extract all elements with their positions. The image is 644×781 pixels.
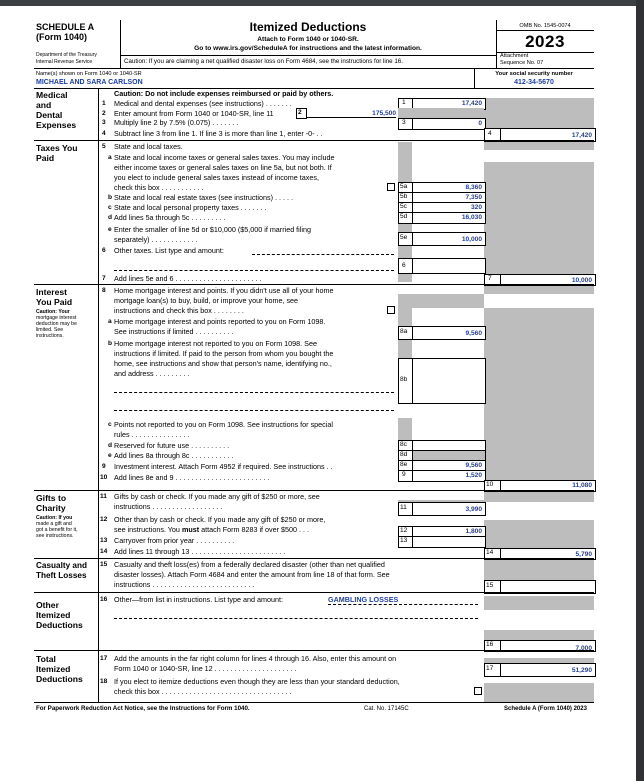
line8-text-3: instructions and check this box . . . . . . . .: [114, 306, 244, 315]
taxpayer-names[interactable]: MICHAEL AND SARA CARLSON: [36, 79, 143, 86]
line17-amount: 51,290: [571, 667, 592, 674]
line11-text-2: instructions . . . . . . . . . . . . . . . . . .: [114, 502, 223, 511]
line8a-amount: 9,560: [465, 330, 482, 337]
gifts-caution: Caution: If you made a gift and got a benefit for it, see instructions.: [36, 515, 78, 539]
footer-form-id: Schedule A (Form 1040) 2023: [504, 706, 587, 712]
line6-label: Other taxes. List type and amount:: [114, 246, 224, 255]
shade-col-b: [484, 98, 500, 150]
medical-caution: Caution: Do not include expenses reimbursed or paid by others.: [114, 89, 334, 98]
section-interest: Interest You Paid: [36, 287, 73, 307]
disaster-caution: Caution: If you are claiming a net qualified disaster loss on Form 4684, see the instructions for line 16.: [124, 58, 403, 65]
line16-amount: 7,000: [575, 645, 592, 652]
line5a-text-3: you elect to include general sales taxes instead of income taxes,: [114, 173, 319, 182]
line5a-text-4: check this box . . . . . . . . . . .: [114, 183, 204, 192]
line8-text-2: mortgage loan(s) to buy, build, or improve your home, see: [114, 296, 299, 305]
line17-text-2: Form 1040 or 1040-SR, line 12 . . . . . . . . . . . . . . . . . . . . .: [114, 664, 297, 673]
line8e-amount: 9,560: [465, 462, 482, 469]
line8a-text-1: Home mortgage interest and points reported to you on Form 1098.: [114, 317, 326, 326]
section-total: Total Itemized Deductions: [36, 654, 83, 684]
section-casualty: Casualty and Theft Losses: [36, 561, 87, 580]
window-top-bar: [0, 0, 644, 6]
goto-link[interactable]: Go to www.irs.gov/ScheduleA for instructions and the latest information.: [194, 45, 422, 52]
line6-field[interactable]: [412, 258, 486, 274]
line16-label: Other—from list in instructions. List type and amount:: [114, 595, 283, 604]
section-gifts: Gifts to Charity: [36, 493, 67, 513]
line5d-label: Add lines 5a through 5c . . . . . . . . .: [114, 213, 226, 222]
line8c-text-2: rules . . . . . . . . . . . . . . .: [114, 430, 190, 439]
line8b-text-4: and address . . . . . . . . .: [114, 369, 190, 378]
line8b-text-3: home, see instructions and show that person's name, identifying no.,: [114, 359, 332, 368]
line5-label: State and local taxes.: [114, 142, 183, 151]
tax-year: 2023: [525, 32, 565, 51]
line4-amount: 17,420: [571, 132, 592, 139]
line13-label: Carryover from prior year . . . . . . . . . .: [114, 536, 235, 545]
line5b-amount: 7,350: [465, 194, 482, 201]
line12-text-1: Other than by cash or check. If you made any gift of $250 or more,: [114, 515, 326, 524]
line18-text-1: If you elect to itemize deductions even though they are less than your standard deduction,: [114, 677, 400, 686]
irs-label: Internal Revenue Service: [36, 59, 93, 65]
line7-amount: 10,000: [571, 277, 592, 284]
line8-text-1: Home mortgage interest and points. If you didn't use all of your home: [114, 286, 334, 295]
schedule-a-form: SCHEDULE A (Form 1040) Department of the Treasury Internal Revenue Service Itemized Deductions Attach to Form 1040 or 1040-SR. Go to www.irs.gov/ScheduleA for instructions and the latest information. Caution: If you are claiming a net qualified disaster loss on Form 4684, see the instructions for line 16. OMB No. 1545-0074 2023 Attachment Sequence No. 07 Name(s) shown on Form 1040 or 1040-SR Your social security number MICHAEL AND SARA CARLSON 412-34-5670 Medical and Dental Expenses Caution: Do not include expenses reimbursed or paid by others. 1 Medical and dental expenses (see instructions) . . . . . . . 1 17,420 2 Enter amount from Form 1040 or 1040-SR, line 11 2 175,500 3 Multiply line 2 by 7.5% (0.075) . . . . . . . 3 0 4 Subtract line 3 from line 1. If line 3 is more than line 1, enter -0- . . 4 17,420 Taxes You Paid 5 State and local taxes. a State and local income taxes or general sales taxes. You may include either income taxes or general sales taxes on line 5a, but not both. If you elect to include general sales taxes instead of income taxes, check this box . . . . . . . . . . . 5a 8,360 b State and local real estate taxes (see instructions) . . . . . 5b 7,350 c State and local personal property taxes . . . . . . . 5c 320 d Add lines 5a through 5c . . . . . . . . . 5d 16,030 e Enter the smaller of line 5d or $10,000 ($5,000 if married filing separately) . . . . . . . . . . . . 5e 10,000 6 Other taxes. List type and amount: 6 7 Add lines 5e and 6 . . . . . . . . . . . . . . . . . . . . . . 7 10,000 Interest You Paid Caution: Your mortgage interest deduction may be limited. See instructions. 8 Home mortgage interest and points. If you didn't use all of your home mortgage loan(s) to buy, build, or improve your home, see instructions and check this box . . . . . . . . a Home mortgage interest and points reported to you on Form 1098. See instructions if limited . . . . . . . . . . 8a 9,560 b Home mortgage interest not reported to you on Form 1098. See instructions if limited. If paid to the person from whom you bought the home, see instructions and show that person's name, identifying no., and address . . . . . . . . . 8b c Points not reported to you on Form 1098. See instructions for special rules . . . . . . . . . . . . . . . 8c d Reserved for future use . . . . . . . . . . 8d e Add lines 8a through 8c . . . . . . . . . . . 8e 9,560 9 Investment interest. Attach Form 4952 if required. See instructions . . 9 1,520 10 Add lines 8e and 9 . . . . . . . . . . . . . . . . . . . . . . . . 10 11,080 Gifts to Charity Caution: If you made a gift and got a benefit for it, see instructions. 11 Gifts by cash or check. If you made any gift of $250 or more, see instructions . . . . . . . . . . . . . . . . . . 11 3,990 12 Other than by cash or check. If you made any gift of $250 or more, see instructions. You must attach Form 8283 if over $500 . . . 12 1,800 13 Carryover from prior year . . . . . . . . . . 13 14 Add lines 11 through 13 . . . . . . . . . . . . . . . . . . . . . . . . 14 5,790 Casualty and Theft Losses 15 Casualty and theft loss(es) from a federally declared disaster (other than net qualified disaster losses). Attach Form 4684 and enter the amount from line 18 of that form. See instructions . . . . . . . . . . . . . . . . . . . . . . . . . . 15 Other Itemized Deductions 16 Other—from list in instructions. List type and amount: GAMBLING LOSSES 16 7,000 Total Itemized Deductions 17 Add the amounts in the far right column for lines 4 through 16. Also, enter this amount on Form 1040 or 1040-SR, line 12 . . . . . . . . . . . . . . . . . . . . . 17 51,290 18 If you elect to itemize deductions even though they are less than your standard deduction, check this box . . . . . . . . . . . . . . . . . . . . . . . . . . . . . . . . . For Paperwork Reduction Act Notice, see the Instructions for Form 1040. Cat. No. 17145C Schedule A (Form 1040) 2023: [34, 18, 594, 718]
catalog-number: Cat. No. 17145C: [364, 706, 409, 712]
names-label: Name(s) shown on Form 1040 or 1040-SR: [36, 71, 142, 77]
line8b-text-2: instructions if limited. If paid to the person from whom you bought the: [114, 349, 334, 358]
attach-note: Attach to Form 1040 or 1040-SR.: [257, 36, 359, 43]
attachment-label: Attachment: [500, 53, 529, 59]
line15-text-3: instructions . . . . . . . . . . . . . . . . . . . . . . . . . .: [114, 580, 255, 589]
paperwork-notice: For Paperwork Reduction Act Notice, see the Instructions for Form 1040.: [36, 705, 250, 712]
ssn-label: Your social security number: [495, 71, 573, 77]
line3-amount: 0: [478, 120, 482, 127]
line11-text-1: Gifts by cash or check. If you made any gift of $250 or more, see: [114, 492, 320, 501]
line9-label: Investment interest. Attach Form 4952 if required. See instructions . .: [114, 462, 333, 471]
sequence-number: Sequence No. 07: [500, 60, 544, 66]
line5a-amount: 8,360: [465, 184, 482, 191]
line5e-text-2: separately) . . . . . . . . . . . .: [114, 235, 198, 244]
line5e-text-1: Enter the smaller of line 5d or $10,000 ($5,000 if married filing: [114, 225, 311, 234]
form-title: Itemized Deductions: [249, 20, 367, 34]
section-other: Other Itemized Deductions: [36, 600, 83, 630]
mortgage-checkbox[interactable]: [387, 306, 395, 314]
line2-label: Enter amount from Form 1040 or 1040-SR, line 11: [114, 109, 274, 118]
line9-amount: 1,520: [465, 472, 482, 479]
line8c-text-1: Points not reported to you on Form 1098. See instructions for special: [114, 420, 333, 429]
section-medical: Medical and Dental Expenses: [36, 90, 77, 130]
line8b-text-1: Home mortgage interest not reported to you on Form 1098. See: [114, 339, 317, 348]
interest-caution: Caution: Your mortgage interest deduction may be limited. See instructions.: [36, 309, 77, 339]
line3-label: Multiply line 2 by 7.5% (0.075) . . . . . . .: [114, 118, 239, 127]
line16-type[interactable]: GAMBLING LOSSES: [328, 595, 399, 604]
section-taxes: Taxes You Paid: [36, 143, 78, 163]
line15-text-2: disaster losses). Attach Form 4684 and enter the amount from line 18 of that form. See: [114, 570, 390, 579]
line10-label: Add lines 8e and 9 . . . . . . . . . . . . . . . . . . . . . . . .: [114, 473, 270, 482]
line4-label: Subtract line 3 from line 1. If line 3 is more than line 1, enter -0- . .: [114, 129, 323, 138]
line2-amount[interactable]: 175,500: [372, 110, 396, 117]
line1-amount: 17,420: [461, 100, 482, 107]
line12-amount: 1,800: [465, 528, 482, 535]
line8d-label: Reserved for future use . . . . . . . . . .: [114, 441, 230, 450]
dept-treasury: Department of the Treasury: [36, 52, 97, 58]
line12-text-2: see instructions. You must attach Form 8283 if over $500 . . .: [114, 525, 309, 534]
omb-number: OMB No. 1545-0074: [519, 23, 571, 29]
itemize-election-checkbox[interactable]: [474, 687, 482, 695]
form-ref: (Form 1040): [36, 32, 88, 42]
line11-amount: 3,990: [465, 506, 482, 513]
line14-label: Add lines 11 through 13 . . . . . . . . . . . . . . . . . . . . . . . .: [114, 547, 286, 556]
line5a-text-1: State and local income taxes or general sales taxes. You may include: [114, 153, 335, 162]
ssn-value[interactable]: 412-34-5670: [514, 79, 554, 86]
line10-amount: 11,080: [572, 482, 592, 489]
line5d-amount: 16,030: [461, 214, 482, 221]
line5c-label: State and local personal property taxes . . . . . . .: [114, 203, 267, 212]
line13-field[interactable]: [412, 536, 486, 548]
line17-text-1: Add the amounts in the far right column for lines 4 through 16. Also, enter this amount on: [114, 654, 397, 663]
line5c-amount: 320: [470, 204, 482, 211]
line5e-amount: 10,000: [461, 236, 482, 243]
line15-text-1: Casualty and theft loss(es) from a federally declared disaster (other than net qualified: [114, 560, 385, 569]
line1-label: Medical and dental expenses (see instructions) . . . . . . .: [114, 99, 292, 108]
line14-amount: 5,790: [575, 551, 592, 558]
line8a-text-2: See instructions if limited . . . . . . . . . .: [114, 327, 234, 336]
line5a-text-2: either income taxes or general sales taxes on line 5a, but not both. If: [114, 163, 332, 172]
line7-label: Add lines 5e and 6 . . . . . . . . . . . . . . . . . . . . . .: [114, 274, 262, 283]
sales-tax-checkbox[interactable]: [387, 183, 395, 191]
line8e-label: Add lines 8a through 8c . . . . . . . . . . .: [114, 451, 234, 460]
schedule-label: SCHEDULE A: [36, 22, 95, 32]
line5b-label: State and local real estate taxes (see instructions) . . . . .: [114, 193, 293, 202]
line18-text-2: check this box . . . . . . . . . . . . . . . . . . . . . . . . . . . . . . . . .: [114, 687, 292, 696]
line8b-field[interactable]: [412, 358, 486, 404]
window-scrollbar[interactable]: [636, 0, 644, 781]
